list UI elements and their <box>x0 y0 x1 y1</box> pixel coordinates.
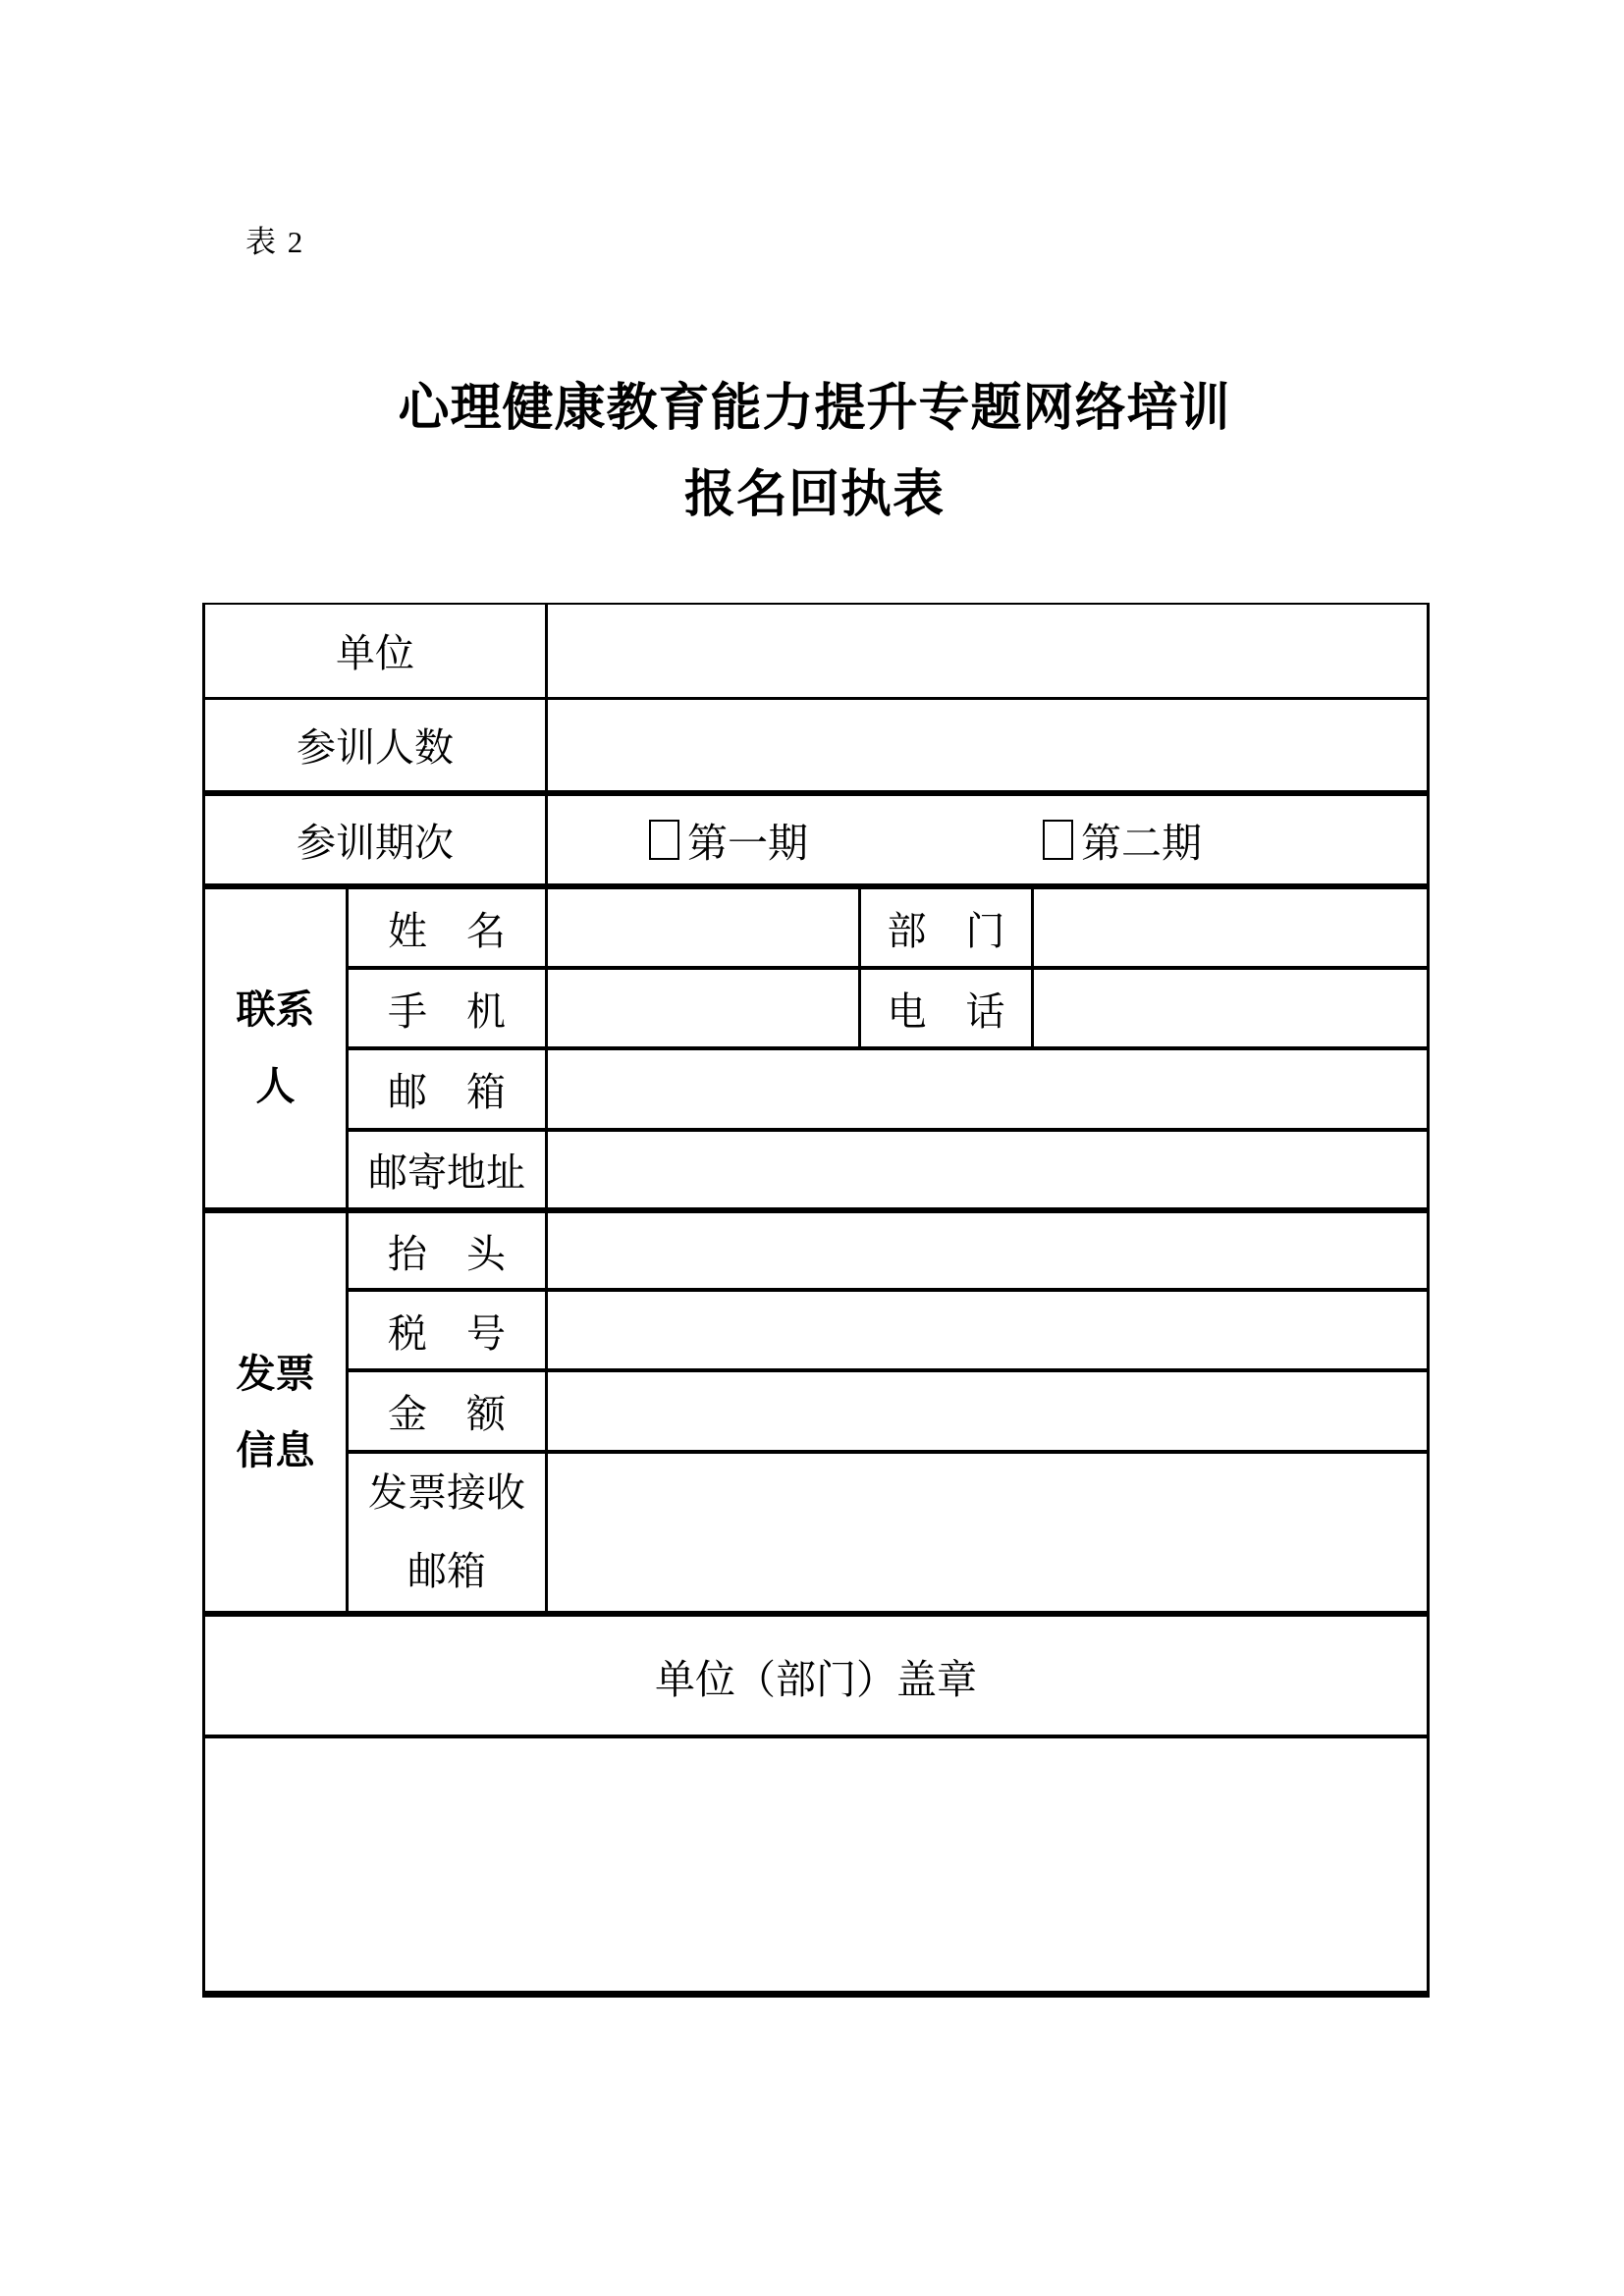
table-caption: 表 2 <box>245 225 305 259</box>
contact-mobile-label: 手 机 <box>348 968 547 1048</box>
title-line-1: 心理健康教育能力提升专题网络培训 <box>398 381 1231 437</box>
contact-email-value-cell[interactable] <box>547 1048 1429 1130</box>
session-value-cell <box>547 793 1429 886</box>
contact-address-label: 邮寄地址 <box>348 1130 547 1210</box>
session-option-second[interactable] <box>1043 811 1202 869</box>
contact-mobile-value-cell[interactable] <box>547 968 860 1048</box>
invoice-group-label <box>204 1210 348 1614</box>
invoice-title-label: 抬 头 <box>348 1210 547 1290</box>
session-first-checkbox-icon[interactable] <box>649 820 679 860</box>
session-options <box>548 811 1427 869</box>
unit-value-cell[interactable] <box>547 604 1429 698</box>
remark-empty-cell[interactable] <box>204 1736 1429 1994</box>
contact-department-label: 部 门 <box>860 886 1033 968</box>
participants-value-cell[interactable] <box>547 698 1429 793</box>
participants-label: 参训人数 <box>204 698 547 793</box>
contact-name-value-cell[interactable] <box>547 886 860 968</box>
contact-phone-value-cell[interactable] <box>1033 968 1429 1048</box>
contact-group-label <box>204 886 348 1210</box>
session-option-second-label: 第二期 <box>1081 821 1202 866</box>
invoice-receive-email-value-cell[interactable] <box>547 1452 1429 1614</box>
contact-phone-label: 电 话 <box>860 968 1033 1048</box>
contact-group-label-line1: 联系 <box>236 988 315 1032</box>
registration-form-table <box>202 603 1430 1998</box>
unit-label: 单位 <box>204 604 547 698</box>
invoice-group-label-line2: 信息 <box>236 1427 315 1472</box>
contact-group-label-line2: 人 <box>255 1064 296 1108</box>
contact-address-value-cell[interactable] <box>547 1130 1429 1210</box>
session-second-checkbox-icon[interactable] <box>1043 820 1073 860</box>
invoice-tax-value-cell[interactable] <box>547 1290 1429 1370</box>
invoice-receive-email-label-line1: 发票接收 <box>368 1470 525 1515</box>
document-title <box>202 383 1427 522</box>
invoice-group-label-line1: 发票 <box>236 1351 315 1396</box>
invoice-title-value-cell[interactable] <box>547 1210 1429 1290</box>
session-label: 参训期次 <box>204 793 547 886</box>
invoice-amount-value-cell[interactable] <box>547 1370 1429 1452</box>
contact-department-value-cell[interactable] <box>1033 886 1429 968</box>
seal-label-cell: 单位（部门）盖章 <box>204 1614 1429 1736</box>
session-option-first-label: 第一期 <box>687 821 808 866</box>
contact-email-label: 邮 箱 <box>348 1048 547 1130</box>
invoice-receive-email-label-line2: 邮箱 <box>407 1549 486 1593</box>
invoice-tax-label: 税 号 <box>348 1290 547 1370</box>
contact-name-label: 姓 名 <box>348 886 547 968</box>
session-option-first[interactable] <box>649 811 808 869</box>
invoice-receive-email-label <box>348 1452 547 1614</box>
title-line-2: 报名回执表 <box>683 467 945 523</box>
invoice-amount-label: 金 额 <box>348 1370 547 1452</box>
